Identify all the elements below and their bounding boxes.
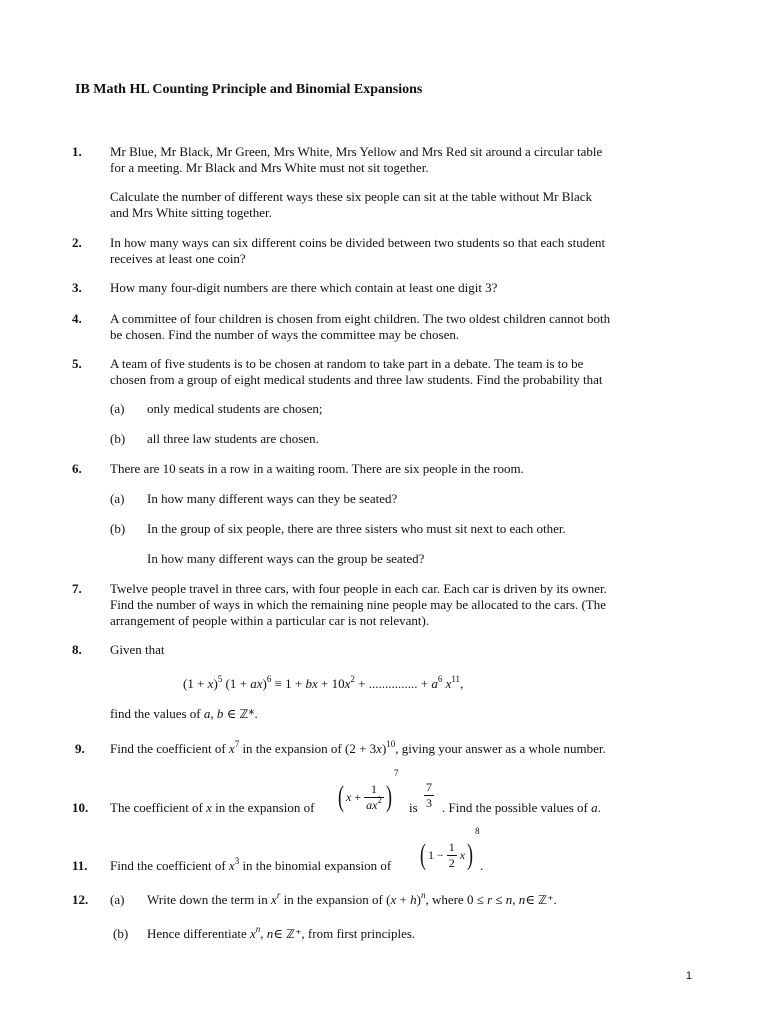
question-number: 2. [72,235,82,250]
part-label: (b) [110,521,126,536]
part-text: all three law students are chosen. [147,431,319,446]
part-text: Write down the term in $x^r$ in the expansion of $(x + h)^n$, where 0 ≤ r ≤ n, n∈ ℤ⁺. [147,890,557,907]
document-title: IB Math HL Counting Principle and Binomial Expansions [75,82,423,97]
question-2-text: In how many ways can six different coins be divided between two students so that each student receives at least one coin? [110,235,606,266]
question-number: 7. [72,581,82,596]
question-8-text: Given that [110,642,165,657]
part-label: (b) [113,926,129,941]
part-text: In the group of six people, there are three sisters who must sit next to each other. [147,521,566,536]
question-number: 10. [72,800,89,815]
is-word: is [409,800,418,815]
question-4-text: A committee of four children is chosen from eight children. The two oldest children cannot both be chosen. Find the number of ways the committee may be chosen. [110,311,611,342]
question-7-text: Twelve people travel in three cars, with four people in each car. Each car is driven by its owner. Find the number of ways in which the remaining nine people may be allocated to the cars. (The arrangement of people within a particular car is not relevant). [110,581,607,628]
question-number: 3. [72,280,82,295]
part-label: (a) [110,491,125,506]
question-3-text: How many four-digit numbers are there which contain at least one digit 3? [110,280,498,295]
question-8-ask: find the values of a, b ∈ ℤ*. [110,706,258,721]
question-number: 1. [72,144,82,159]
part-label: (b) [110,431,126,446]
question-number: 12. [72,892,89,907]
question-number: 11. [72,858,88,873]
question-number: 8. [72,642,82,657]
part-label: (a) [110,892,125,907]
page-number: 1 [685,970,692,982]
part-text: In how many different ways can they be seated? [147,491,398,506]
question-5-text: A team of five students is to be chosen at random to take part in a debate. The team is to be chosen from a group of eight medical students and three law students. Find the probability that [110,356,603,387]
question-10-text: The coefficient of x in the expansion of [110,800,315,815]
question-9-text: Find the coefficient of $x^7$ in the expansion of $(2 + 3x)^{10}$, giving your answer as a whole number. [110,739,606,756]
question-number: 5. [72,356,82,371]
question-6-text: There are 10 seats in a row in a waiting room. There are six people in the room. [110,461,524,476]
question-1-text: Mr Blue, Mr Black, Mr Green, Mrs White, Mrs Yellow and Mrs Red sit around a circular table for a meeting. Mr Black and Mrs White must not sit together. [110,144,603,175]
part-text: Hence differentiate $x^n$, n∈ ℤ⁺, from first principles. [147,924,416,941]
question-number: 4. [72,311,82,326]
period: . [480,858,484,873]
question-11-text: Find the coefficient of $x^3$ in the binomial expansion of [110,856,392,873]
question-number: 6. [72,461,82,476]
math-identity: $(1 + x)^5$ (1 + ax)$^6$ ≡ 1 + bx + $10x^2$ + ............... + $a^6$ $x^{11}$, [183,674,464,691]
question-1-instruction: Calculate the number of different ways these six people can sit at the table without Mr Black and Mrs White sitting together. [110,189,593,220]
math-expression: ( x + $\frac{1}{ax^2}$ )$^7$ [338,768,399,814]
question-10-end: . Find the possible values of a. [442,800,601,815]
math-expression: ( 1 − $\frac{1}{2}$ x)$^8$ [420,826,480,872]
fraction-seven-thirds: $\frac{7}{3}$ [426,780,432,810]
part-label: (a) [110,401,125,416]
part-text: In how many different ways can the group be seated? [147,551,425,566]
part-text: only medical students are chosen; [147,401,323,416]
question-number: 9. [75,741,85,756]
